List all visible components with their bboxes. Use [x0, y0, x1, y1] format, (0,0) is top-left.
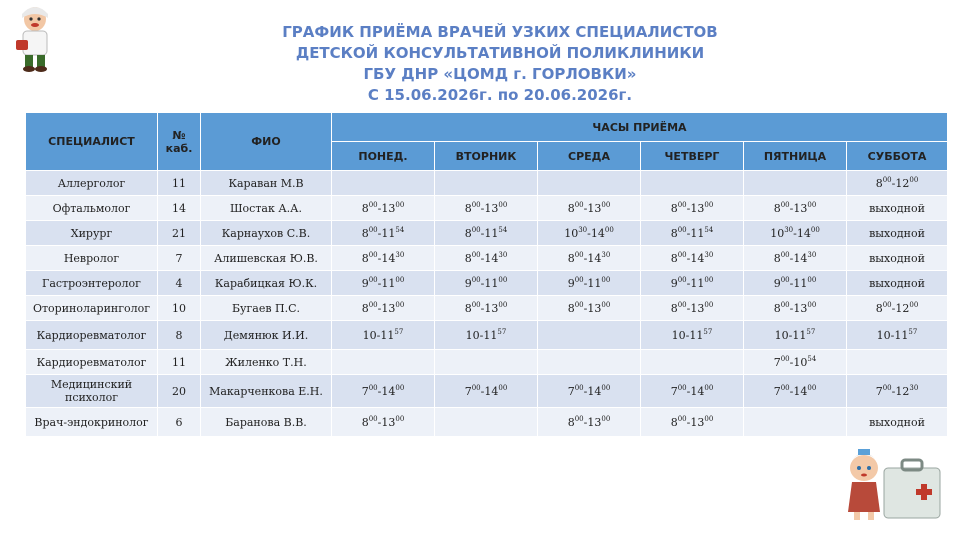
cell-specialist: Хирург	[26, 221, 158, 246]
cell-name: Шостак А.А.	[201, 196, 332, 221]
cell-hours: выходной	[847, 221, 948, 246]
cell-name: Караван М.В	[201, 171, 332, 196]
cell-hours: $8^{00}-13^{00}$	[641, 296, 744, 321]
cell-hours: $10^{30}-14^{00}$	[744, 221, 847, 246]
cell-hours: $10-11^{57}$	[332, 321, 435, 350]
cell-hours	[435, 171, 538, 196]
cell-specialist: Невролог	[26, 246, 158, 271]
cell-hours: $8^{00}-11^{54}$	[435, 221, 538, 246]
cell-hours: выходной	[847, 246, 948, 271]
cell-hours: выходной	[847, 271, 948, 296]
cell-hours	[435, 350, 538, 375]
cell-specialist: Офтальмолог	[26, 196, 158, 221]
table-row	[26, 375, 948, 408]
cell-hours: $7^{00}-10^{54}$	[744, 350, 847, 375]
cell-hours: $8^{00}-13^{00}$	[744, 296, 847, 321]
cell-hours: $7^{00}-12^{30}$	[847, 375, 948, 408]
cell-room: 7	[158, 246, 201, 271]
cell-name: Баранова В.В.	[201, 408, 332, 437]
title-line-2: ДЕТСКОЙ КОНСУЛЬТАТИВНОЙ ПОЛИКЛИНИКИ	[295, 44, 705, 62]
cell-hours: $7^{00}-14^{00}$	[332, 375, 435, 408]
cell-hours: $8^{00}-13^{00}$	[538, 296, 641, 321]
cell-hours: $8^{00}-13^{00}$	[435, 196, 538, 221]
cell-hours	[538, 350, 641, 375]
cell-room: 14	[158, 196, 201, 221]
page-title	[200, 22, 800, 106]
cell-hours: $7^{00}-14^{00}$	[744, 375, 847, 408]
cell-hours	[641, 350, 744, 375]
cell-hours	[847, 350, 948, 375]
cell-specialist: Кардиоревматолог	[26, 321, 158, 350]
cell-hours: $10-11^{57}$	[744, 321, 847, 350]
cell-hours: $8^{00}-13^{00}$	[332, 296, 435, 321]
cell-hours: $8^{00}-11^{54}$	[641, 221, 744, 246]
cell-hours: $7^{00}-14^{00}$	[641, 375, 744, 408]
cell-hours: $8^{00}-12^{00}$	[847, 296, 948, 321]
cell-hours: $9^{00}-11^{00}$	[435, 271, 538, 296]
cell-hours: $10-11^{57}$	[847, 321, 948, 350]
cell-specialist: Кардиоревматолог	[26, 350, 158, 375]
table-row	[26, 221, 948, 246]
schedule-table	[25, 112, 948, 437]
cell-specialist: Гастроэнтеролог	[26, 271, 158, 296]
header-room: № каб.	[158, 113, 201, 171]
cell-hours	[641, 171, 744, 196]
header-day: СРЕДА	[538, 142, 641, 171]
cell-hours: $9^{00}-11^{00}$	[744, 271, 847, 296]
table-row	[26, 196, 948, 221]
cell-hours: выходной	[847, 408, 948, 437]
header-day: ЧЕТВЕРГ	[641, 142, 744, 171]
title-line-3: ГБУ ДНР «ЦОМД г. ГОРЛОВКИ»	[363, 65, 637, 83]
girl-with-medical-kit-illustration	[844, 446, 944, 522]
cell-hours: $8^{00}-13^{00}$	[332, 408, 435, 437]
cell-hours: $7^{00}-14^{00}$	[538, 375, 641, 408]
cell-hours: $10-11^{57}$	[435, 321, 538, 350]
cell-hours: $7^{00}-14^{00}$	[435, 375, 538, 408]
cell-name: Карнаухов С.В.	[201, 221, 332, 246]
cell-hours: $8^{00}-14^{30}$	[332, 246, 435, 271]
table-row	[26, 321, 948, 350]
table-row	[26, 408, 948, 437]
table-row	[26, 171, 948, 196]
cell-name: Карабицкая Ю.К.	[201, 271, 332, 296]
title-line-4: С 15.06.2026г. по 20.06.2026г.	[367, 86, 633, 104]
table-row	[26, 296, 948, 321]
cell-room: 20	[158, 375, 201, 408]
cell-hours	[744, 408, 847, 437]
cell-room: 21	[158, 221, 201, 246]
cell-hours: выходной	[847, 196, 948, 221]
cell-hours: $8^{00}-13^{00}$	[641, 408, 744, 437]
cell-hours	[538, 171, 641, 196]
cell-hours: $9^{00}-11^{00}$	[332, 271, 435, 296]
cell-name: Алишевская Ю.В.	[201, 246, 332, 271]
cell-room: 10	[158, 296, 201, 321]
cell-hours: $8^{00}-13^{00}$	[744, 196, 847, 221]
cell-room: 6	[158, 408, 201, 437]
table-row	[26, 271, 948, 296]
doctor-illustration	[10, 4, 60, 74]
cell-name: Макарченкова Е.Н.	[201, 375, 332, 408]
cell-specialist: Врач-эндокринолог	[26, 408, 158, 437]
header-day: ВТОРНИК	[435, 142, 538, 171]
cell-specialist: Оториноларинголог	[26, 296, 158, 321]
cell-hours: $8^{00}-13^{00}$	[435, 296, 538, 321]
cell-name: Демянюк И.И.	[201, 321, 332, 350]
cell-hours: $8^{00}-14^{30}$	[744, 246, 847, 271]
cell-hours: $10^{30}-14^{00}$	[538, 221, 641, 246]
cell-hours: $8^{00}-14^{30}$	[641, 246, 744, 271]
cell-name: Бугаев П.С.	[201, 296, 332, 321]
cell-hours: $8^{00}-14^{30}$	[435, 246, 538, 271]
header-name: ФИО	[201, 113, 332, 171]
cell-hours	[332, 350, 435, 375]
cell-hours	[435, 408, 538, 437]
cell-room: 11	[158, 350, 201, 375]
cell-specialist: Медицинский психолог	[26, 375, 158, 408]
cell-name: Жиленко Т.Н.	[201, 350, 332, 375]
header-day: ПОНЕД.	[332, 142, 435, 171]
cell-hours: $8^{00}-12^{00}$	[847, 171, 948, 196]
cell-hours	[332, 171, 435, 196]
cell-hours: $8^{00}-13^{00}$	[332, 196, 435, 221]
cell-hours: $8^{00}-13^{00}$	[538, 196, 641, 221]
cell-hours: $8^{00}-11^{54}$	[332, 221, 435, 246]
cell-room: 8	[158, 321, 201, 350]
cell-hours: $8^{00}-14^{30}$	[538, 246, 641, 271]
cell-hours: $10-11^{57}$	[641, 321, 744, 350]
cell-hours	[538, 321, 641, 350]
cell-hours: $8^{00}-13^{00}$	[641, 196, 744, 221]
cell-hours: $8^{00}-13^{00}$	[538, 408, 641, 437]
header-hours: ЧАСЫ ПРИЁМА	[332, 113, 948, 142]
table-row	[26, 350, 948, 375]
header-day: СУББОТА	[847, 142, 948, 171]
header-day: ПЯТНИЦА	[744, 142, 847, 171]
header-specialist: СПЕЦИАЛИСТ	[26, 113, 158, 171]
cell-specialist: Аллерголог	[26, 171, 158, 196]
cell-hours	[744, 171, 847, 196]
cell-room: 11	[158, 171, 201, 196]
cell-hours: $9^{00}-11^{00}$	[641, 271, 744, 296]
cell-hours: $9^{00}-11^{00}$	[538, 271, 641, 296]
title-line-1: ГРАФИК ПРИЁМА ВРАЧЕЙ УЗКИХ СПЕЦИАЛИСТОВ	[282, 23, 718, 41]
table-row	[26, 246, 948, 271]
cell-room: 4	[158, 271, 201, 296]
